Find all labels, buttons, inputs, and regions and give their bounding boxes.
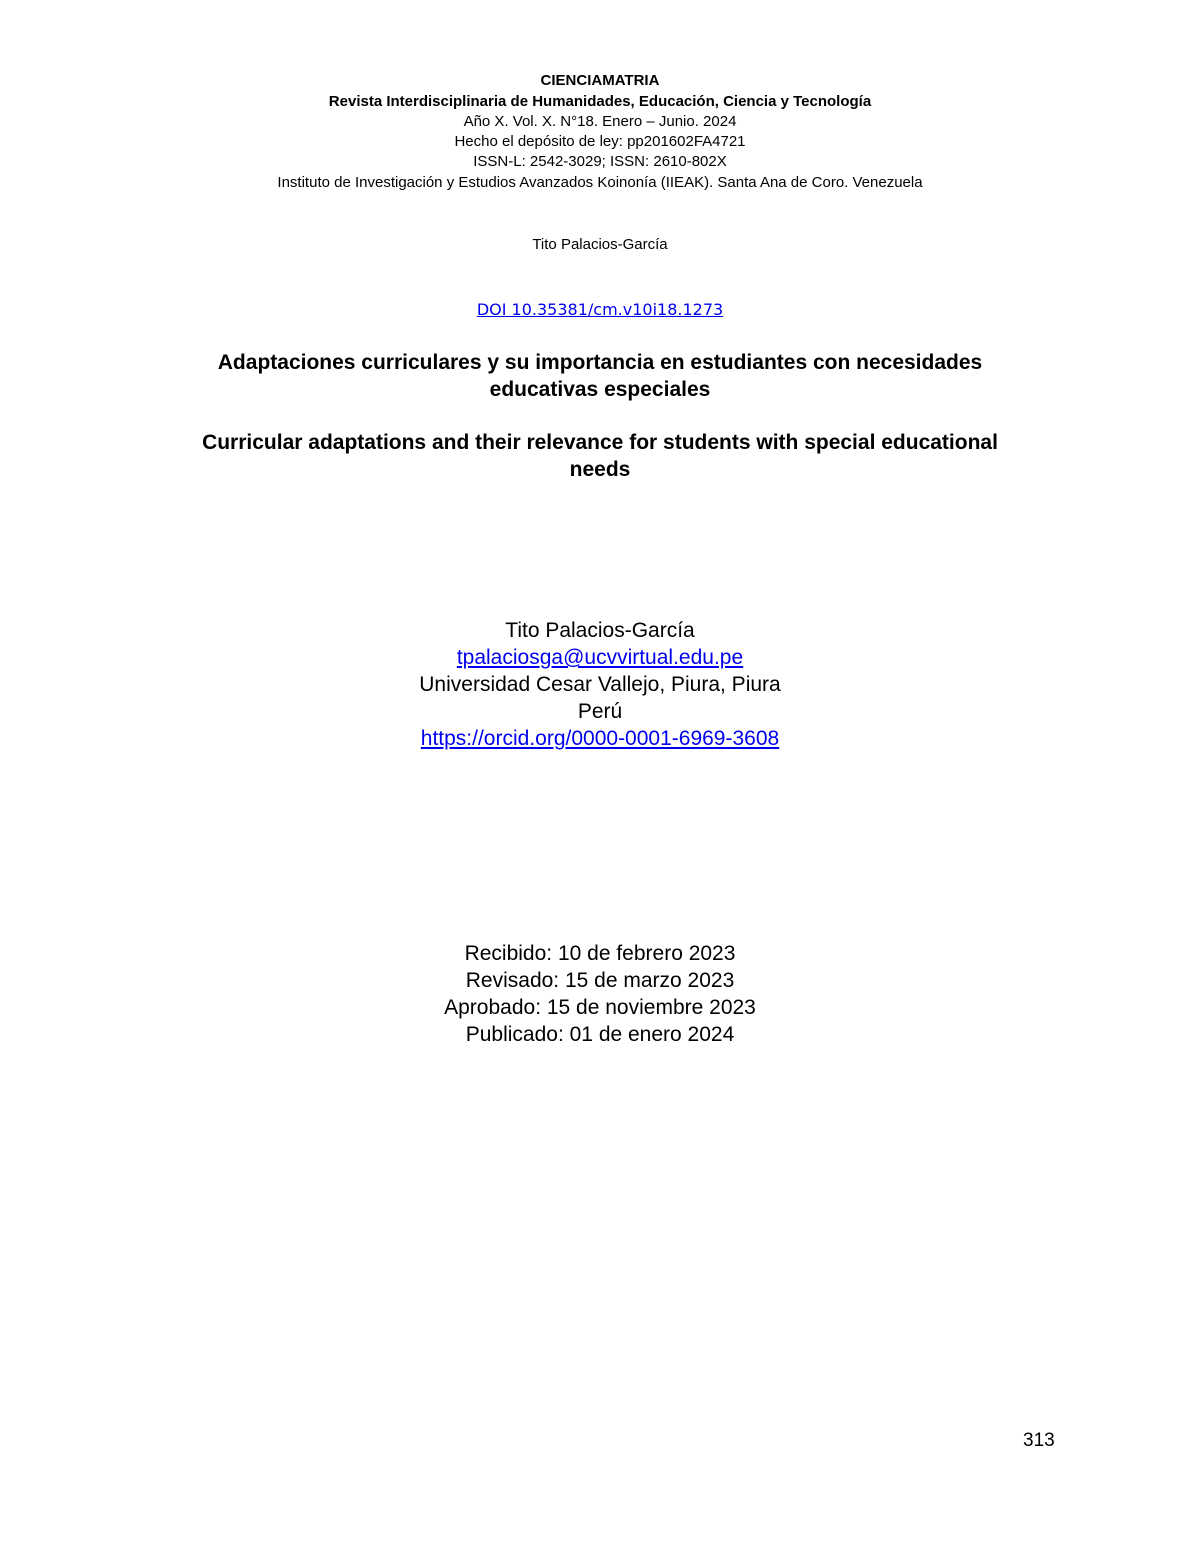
date-published: Publicado: 01 de enero 2024 <box>465 1023 735 1046</box>
title-spanish-line1: Adaptaciones curriculares y su importancia en estudiantes con necesidades <box>217 351 983 374</box>
doi-link[interactable]: DOI 10.35381/cm.v10i18.1273 <box>476 300 724 319</box>
title-english-line1: Curricular adaptations and their relevance for students with special educational <box>202 431 998 454</box>
date-received: Recibido: 10 de febrero 2023 <box>464 942 736 965</box>
title-spanish-line2: educativas especiales <box>489 378 711 401</box>
issn-line: ISSN-L: 2542-3029; ISSN: 2610-802X <box>473 153 727 170</box>
page-number: 313 <box>1023 1430 1055 1451</box>
running-author: Tito Palacios-García <box>532 236 668 253</box>
author-country: Perú <box>577 700 623 723</box>
date-revised: Revisado: 15 de marzo 2023 <box>465 969 735 992</box>
journal-subtitle: Revista Interdisciplinaria de Humanidades, Educación, Ciencia y Tecnología <box>328 93 872 110</box>
institute-line: Instituto de Investigación y Estudios Avanzados Koinonía (IIEAK). Santa Ana de Coro. Venezuela <box>277 174 923 191</box>
orcid-link[interactable]: https://orcid.org/0000-0001-6969-3608 <box>420 727 780 750</box>
author-email-link[interactable]: tpalaciosga@ucvvirtual.edu.pe <box>456 646 744 669</box>
author-name: Tito Palacios-García <box>505 619 695 642</box>
legal-deposit: Hecho el depósito de ley: pp201602FA4721 <box>454 133 746 150</box>
journal-name: CIENCIAMATRIA <box>540 72 660 89</box>
title-english-line2: needs <box>569 458 631 481</box>
author-affiliation: Universidad Cesar Vallejo, Piura, Piura <box>419 673 781 696</box>
date-approved: Aprobado: 15 de noviembre 2023 <box>444 996 756 1019</box>
journal-issue: Año X. Vol. X. N°18. Enero – Junio. 2024 <box>463 113 737 130</box>
